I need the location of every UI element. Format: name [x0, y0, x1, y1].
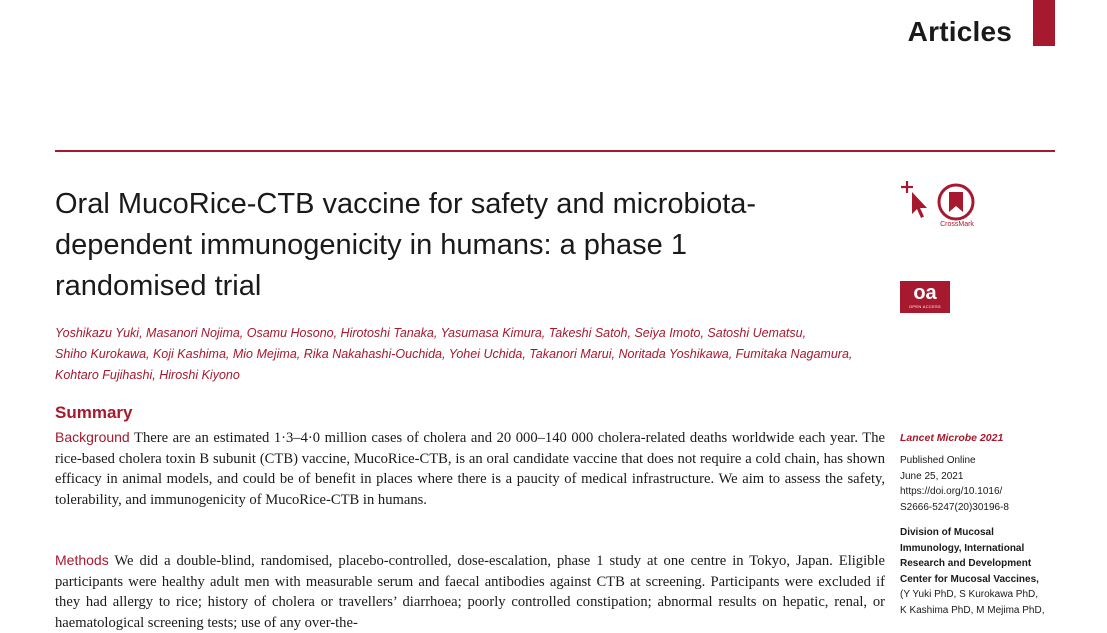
open-access-badge	[900, 281, 950, 313]
background-paragraph	[55, 427, 885, 510]
author-list	[55, 323, 905, 386]
oa-subtext: OPEN ACCESS	[909, 304, 941, 309]
methods-label: Methods	[55, 552, 109, 568]
section-color-tab	[1033, 0, 1055, 46]
affiliation-author-line: (Y Yuki PhD, S Kurokawa PhD,	[900, 589, 1039, 601]
affiliation-line: Immunology, International	[900, 542, 1025, 554]
methods-paragraph	[55, 550, 885, 633]
author-line: Yoshikazu Yuki, Masanori Nojima, Osamu Hosono, Hirotoshi Tanaka, Yasumasa Kimura, Takeshi Satoh, Seiya Imoto, Satoshi Uematsu,	[55, 326, 807, 340]
doi-link[interactable]: https://doi.org/10.1016/	[900, 486, 1003, 498]
affiliation-author-line: K Kashima PhD, M Mejima PhD,	[900, 604, 1045, 616]
doi-link[interactable]: S2666-5247(20)30196-8	[900, 501, 1009, 513]
affiliation-info	[900, 525, 1060, 619]
background-label: Background	[55, 429, 130, 445]
title-line: dependent immunogenicity in humans: a phase 1	[55, 229, 687, 261]
publication-info	[900, 453, 1060, 515]
oa-text: oa	[913, 282, 937, 304]
published-date: June 25, 2021	[900, 470, 964, 482]
summary-heading: Summary	[55, 403, 133, 422]
section-label: Articles	[907, 16, 1012, 47]
header-rule	[55, 150, 1055, 152]
background-text: There are an estimated 1·3–4·0 million cases of cholera and 20 000–140 000 cholera-related deaths worldwide each year. The rice-based cholera toxin B subunit (CTB) vaccine, MucoRice-CTB, is an oral candidate vaccine that does not require a cold chain, has shown efficacy in animal models, and could be of benefit in places where there is a paucity of medical infrastructure. We aim to assess the safety, tolerability, and immunogenicity of MucoRice-CTB in humans.	[55, 430, 885, 508]
title-line: Oral MucoRice-CTB vaccine for safety and microbiota-	[55, 188, 757, 220]
affiliation-line: Center for Mucosal Vaccines,	[900, 573, 1039, 585]
published-label: Published Online	[900, 455, 976, 466]
methods-text: We did a double-blind, randomised, placebo-controlled, dose-escalation, phase 1 study at one centre in Tokyo, Japan. Eligible participants were healthy adult men with measurable serum and faecal antibodies against CTB at screening. Participants were excluded if they had allergy to rice; history of cholera or travellers’ diarrhoea; poorly controlled constipation; abnormal results on hepatic, renal, or haematological screening tests; use of any over-the-	[55, 553, 885, 631]
title-line: randomised trial	[55, 270, 262, 302]
journal-citation: Lancet Microbe 2021	[900, 432, 1004, 444]
crossmark-label: CrossMark	[940, 221, 974, 228]
author-line: Kohtaro Fujihashi, Hiroshi Kiyono	[55, 368, 240, 382]
author-line: Shiho Kurokawa, Koji Kashima, Mio Mejima, Rika Nakahashi-Ouchida, Yohei Uchida, Takanori Marui, Noritada Yoshikawa, Fumitaka Nagamura,	[55, 347, 853, 361]
article-title	[55, 184, 835, 307]
affiliation-line: Division of Mucosal	[900, 527, 994, 538]
affiliation-line: Research and Development	[900, 558, 1032, 570]
